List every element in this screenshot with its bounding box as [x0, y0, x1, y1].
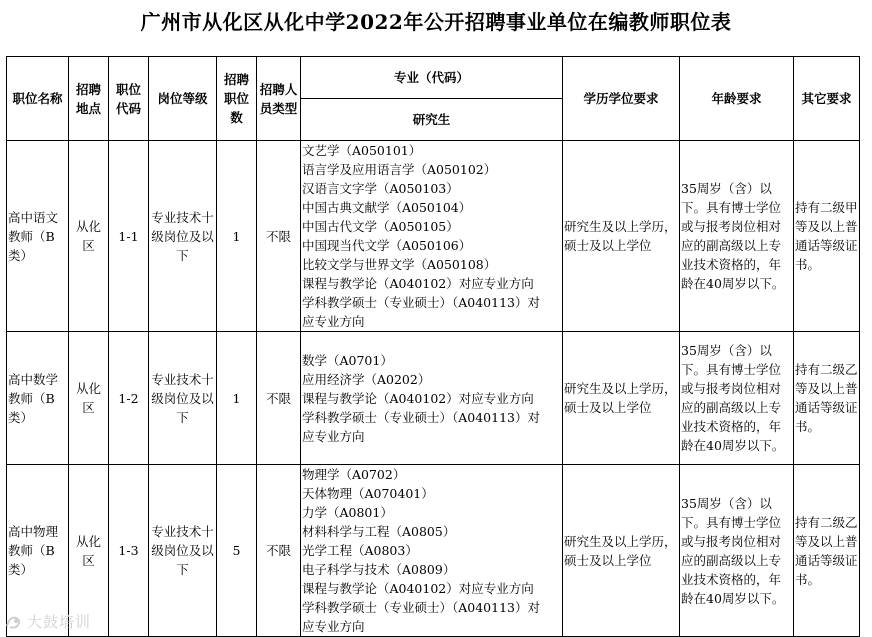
cell-majors: [301, 141, 563, 332]
cell-count: 1: [217, 332, 257, 465]
major-item: 中国现当代文学（A050106）: [302, 238, 472, 253]
major-item: 光学工程（A0803）: [302, 543, 418, 558]
major-item: 课程与教学论（A040102）对应专业方向: [302, 390, 534, 406]
cell-count: 1: [217, 141, 257, 332]
major-item: 汉语言文字学（A050103）: [302, 181, 459, 196]
major-item: 应用经济学（A0202）: [302, 371, 431, 387]
cell-post-level: 专业技术十级岗位及以下: [149, 332, 217, 465]
cell-post-level: 专业技术十级岗位及以下: [149, 141, 217, 332]
cell-position-code: 1-1: [109, 141, 149, 332]
positions-table: [6, 56, 860, 637]
table-row: [7, 141, 860, 332]
major-item: 学科教学硕士（专业硕士）（A040113）对: [302, 600, 540, 615]
major-item: 物理学（A0702）: [302, 467, 406, 482]
major-item: 课程与教学论（A040102）对应专业方向: [302, 581, 534, 596]
cell-count: 5: [217, 465, 257, 637]
cell-position-code: 1-2: [109, 332, 149, 465]
cell-staff-type: 不限: [257, 332, 301, 465]
major-item: 数学（A0701）: [302, 352, 393, 368]
page-title: 广州市从化区从化中学2022年公开招聘事业单位在编教师职位表: [140, 10, 732, 34]
major-item: 比较文学与世界文学（A050108）: [302, 257, 497, 272]
header-position-code: 职位代码: [109, 57, 149, 141]
header-major-sub: 研究生: [301, 99, 563, 141]
table-row: [7, 332, 860, 465]
major-item: 中国古代文学（A050105）: [302, 219, 459, 234]
major-item: 材料科学与工程（A0805）: [302, 524, 456, 539]
major-item: 应专业方向: [302, 428, 365, 444]
cell-staff-type: 不限: [257, 465, 301, 637]
cell-location: 从化区: [69, 465, 109, 637]
major-item: 应专业方向: [302, 619, 365, 634]
header-count: 招聘职位数: [217, 57, 257, 141]
header-major: 专业（代码）: [301, 57, 563, 99]
cell-other: 持有二级乙等及以上普通话等级证书。: [794, 332, 860, 465]
cell-other: 持有二级甲等及以上普通话等级证书。: [794, 141, 860, 332]
logo-icon: [4, 612, 24, 632]
major-item: 中国古典文献学（A050104）: [302, 200, 472, 215]
cell-staff-type: 不限: [257, 141, 301, 332]
cell-education: 研究生及以上学历，硕士及以上学位: [563, 332, 680, 465]
header-age: 年龄要求: [680, 57, 794, 141]
major-item: 课程与教学论（A040102）对应专业方向: [302, 276, 534, 291]
cell-education: 研究生及以上学历，硕士及以上学位: [563, 141, 680, 332]
cell-post-level: 专业技术十级岗位及以下: [149, 465, 217, 637]
header-post-level: 岗位等级: [149, 57, 217, 141]
cell-majors: [301, 465, 563, 637]
cell-majors: [301, 332, 563, 465]
cell-position-name: 高中语文教师（B类）: [7, 141, 69, 332]
cell-position-code: 1-3: [109, 465, 149, 637]
header-position-name: 职位名称: [7, 57, 69, 141]
cell-age: 35周岁（含）以下。具有博士学位或与报考岗位相对应的副高级以上专业技术资格的，年龄在40周岁以下。: [680, 141, 794, 332]
header-staff-type: 招聘人员类型: [257, 57, 301, 141]
cell-position-name: 高中物理教师（B类）: [7, 465, 69, 637]
major-item: 语言学及应用语言学（A050102）: [302, 162, 497, 177]
cell-location: 从化区: [69, 332, 109, 465]
watermark-text: 大鼓培训: [27, 613, 92, 631]
major-item: 应专业方向: [302, 314, 365, 329]
cell-age: 35周岁（含）以下。具有博士学位或与报考岗位相对应的副高级以上专业技术资格的，年龄在40周岁以下。: [680, 332, 794, 465]
cell-age: 35周岁（含）以下。具有博士学位或与报考岗位相对应的副高级以上专业技术资格的，年龄在40周岁以下。: [680, 465, 794, 637]
header-other: 其它要求: [794, 57, 860, 141]
major-item: 电子科学与技术（A0809）: [302, 562, 456, 577]
major-item: 力学（A0801）: [302, 505, 393, 520]
cell-position-name: 高中数学教师（B类）: [7, 332, 69, 465]
cell-education: 研究生及以上学历，硕士及以上学位: [563, 465, 680, 637]
major-item: 学科教学硕士（专业硕士）（A040113）对: [302, 409, 540, 425]
major-item: 学科教学硕士（专业硕士）（A040113）对: [302, 295, 540, 310]
header-education: 学历学位要求: [563, 57, 680, 141]
header-location: 招聘地点: [69, 57, 109, 141]
table-row: [7, 465, 860, 637]
major-item: 天体物理（A070401）: [302, 486, 434, 501]
major-item: 文艺学（A050101）: [302, 143, 422, 158]
watermark: [4, 611, 91, 632]
cell-location: 从化区: [69, 141, 109, 332]
cell-other: 持有二级乙等及以上普通话等级证书。: [794, 465, 860, 637]
